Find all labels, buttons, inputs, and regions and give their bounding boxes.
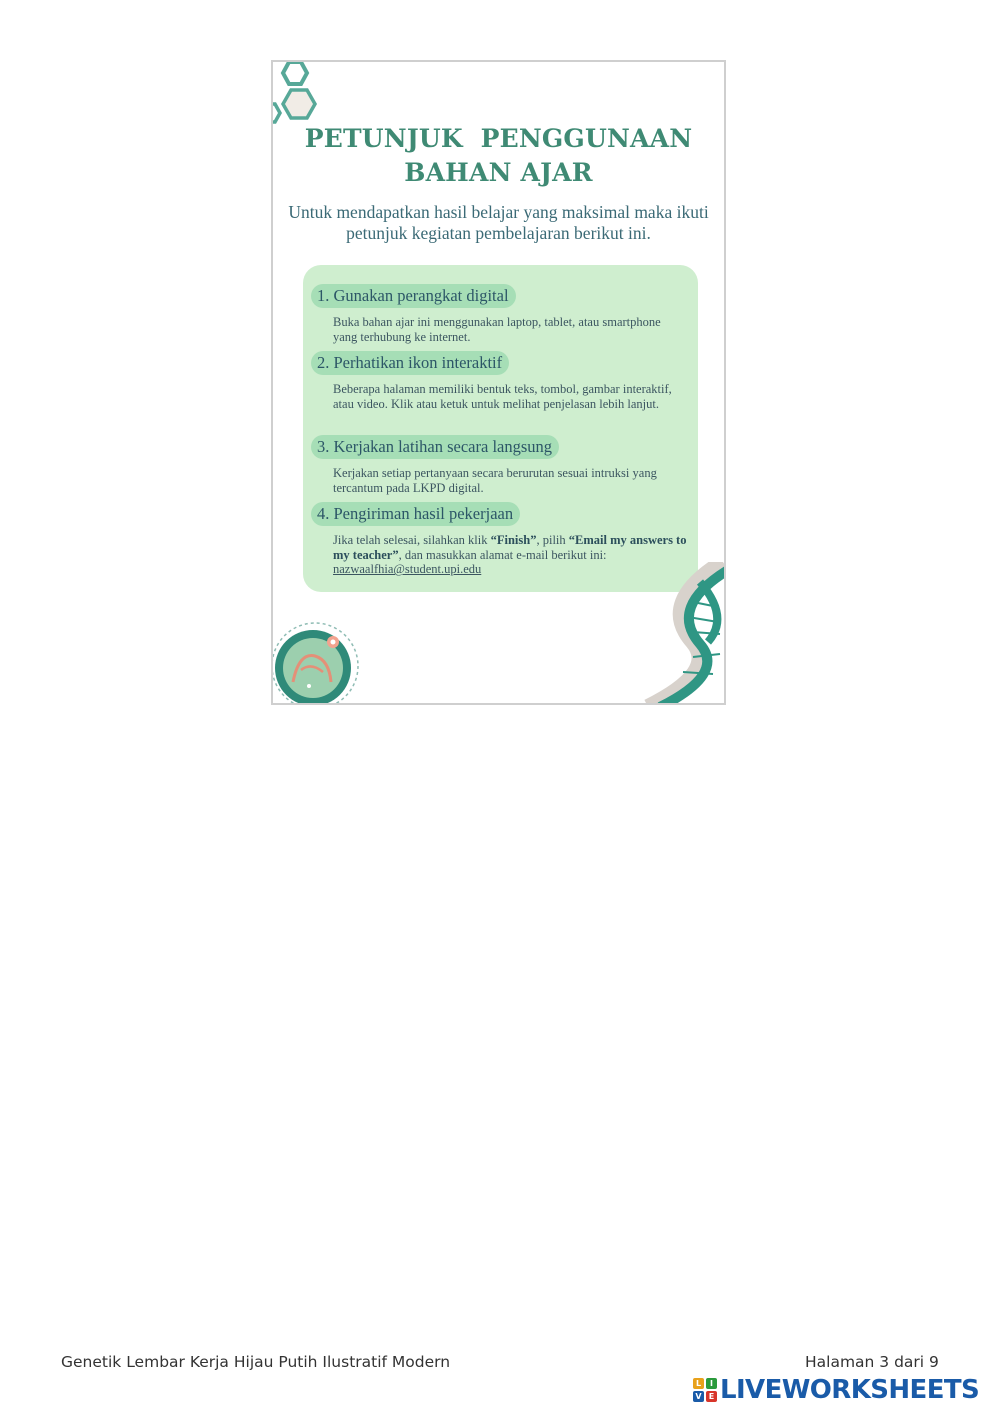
step-description [333, 533, 688, 577]
step-text: , pilih [536, 533, 569, 547]
finish-label: “Finish” [490, 533, 537, 547]
page-subtitle: Untuk mendapatkan hasil belajar yang maksimal maka ikuti petunjuk kegiatan pembelajaran berikut ini. [288, 202, 709, 243]
brand-mark-letter: L [693, 1378, 704, 1389]
step-heading: 1. Gunakan perangkat digital [311, 284, 516, 308]
liveworksheets-logo[interactable] [693, 1375, 979, 1405]
brand-mark-letter: E [706, 1391, 717, 1402]
cell-illustration-icon [271, 622, 363, 705]
brand-mark-icon [693, 1378, 717, 1402]
step-description: Kerjakan setiap pertanyaan secara berurutan sesuai intruksi yang tercantum pada LKPD digital. [333, 466, 657, 495]
document-title: Genetik Lembar Kerja Hijau Putih Ilustratif Modern [61, 1353, 451, 1371]
step-heading: 4. Pengiriman hasil pekerjaan [311, 502, 520, 526]
title-line-1: PETUNJUK PENGGUNAAN [304, 124, 693, 153]
step-1 [311, 284, 688, 344]
brand-mark-letter: I [706, 1378, 717, 1389]
step-heading: 3. Kerjakan latihan secara langsung [311, 435, 559, 459]
step-2 [311, 351, 688, 411]
step-text: Jika telah selesai, silahkan klik [333, 533, 491, 547]
instructions-panel [303, 265, 698, 592]
page-indicator: Halaman 3 dari 9 [805, 1353, 939, 1371]
step-text: , dan masukkan alamat e-mail berikut ini: [398, 547, 607, 562]
brand-name: LIVEWORKSHEETS [720, 1375, 980, 1405]
teacher-email-link[interactable]: nazwaalfhia@student.upi.edu [333, 562, 482, 577]
step-3 [311, 435, 688, 495]
step-4 [311, 502, 688, 577]
brand-mark-letter: V [693, 1391, 704, 1402]
title-line-2: BAHAN AJAR [404, 158, 593, 187]
step-description: Buka bahan ajar ini menggunakan laptop, tablet, atau smartphone yang terhubung ke internet. [333, 315, 661, 344]
step-description: Beberapa halaman memiliki bentuk teks, tombol, gambar interaktif, atau video. Klik atau ketuk untuk melihat penjelasan lebih lanjut. [333, 382, 672, 411]
step-heading: 2. Perhatikan ikon interaktif [311, 351, 509, 375]
worksheet-page [271, 60, 726, 705]
dna-helix-icon [638, 562, 726, 705]
email-option-label: “Email my answers to my teacher” [333, 533, 687, 562]
page-title [273, 122, 724, 190]
